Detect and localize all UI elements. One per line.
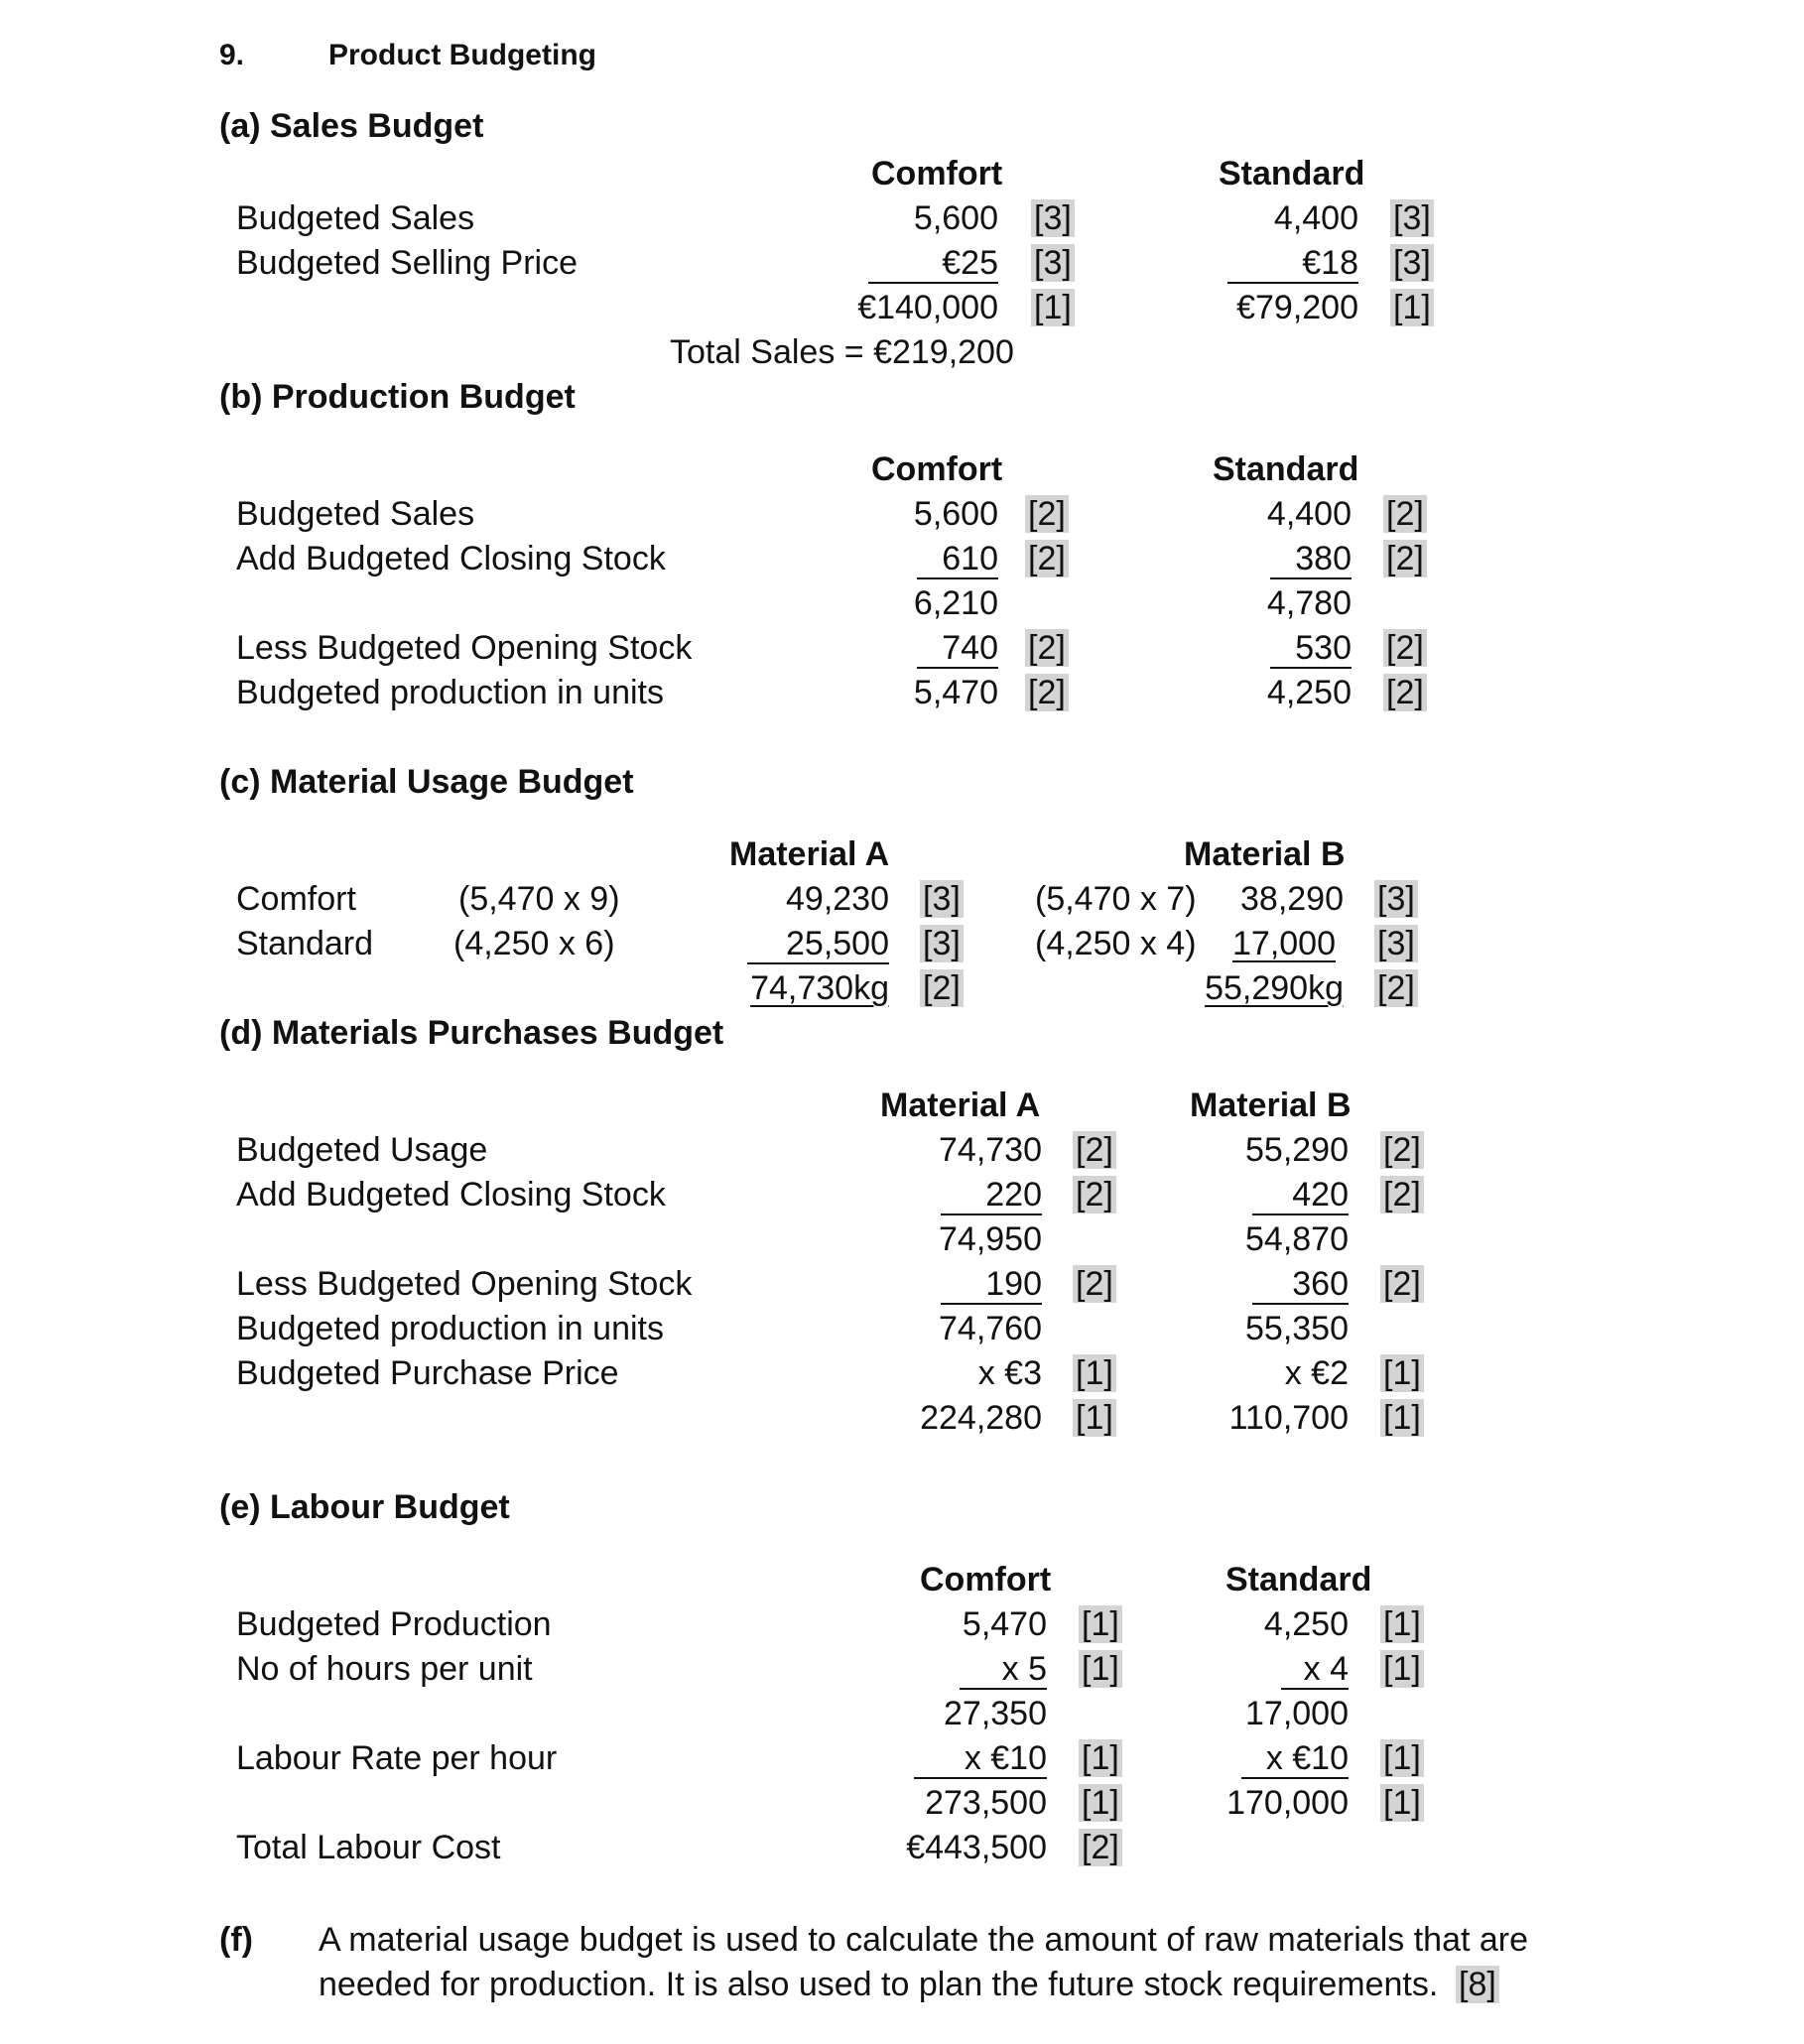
labour-value: 17,000 — [1245, 1695, 1349, 1732]
sales-value: 4,400 — [1273, 199, 1358, 237]
mark-badge: [3] — [1031, 199, 1075, 237]
total-sales: Total Sales = €219,200 — [670, 333, 1014, 371]
purchases-value: 220 — [985, 1176, 1042, 1214]
underline — [960, 1688, 1047, 1690]
labour-row-label: Labour Rate per hour — [236, 1739, 558, 1777]
labour-value: x €10 — [1265, 1739, 1349, 1777]
mark-badge: [2] — [1383, 495, 1427, 533]
mark-badge: [2] — [1025, 674, 1069, 711]
labour-row-label: Budgeted Production — [236, 1605, 552, 1643]
section-b-heading: (b) Production Budget — [219, 378, 576, 416]
mark-badge: [2] — [1383, 674, 1427, 711]
section-c-heading: (c) Material Usage Budget — [219, 763, 634, 801]
production-col-standard: Standard — [1213, 450, 1359, 488]
underline — [1241, 1777, 1349, 1779]
underline — [941, 1303, 1042, 1305]
mark-badge: [3] — [1031, 244, 1075, 282]
purchases-row-label: Budgeted production in units — [236, 1310, 664, 1347]
purchases-value: 224,280 — [920, 1399, 1042, 1437]
production-col-comfort: Comfort — [871, 450, 1003, 488]
usage-calc-a: (5,470 x 9) — [458, 880, 620, 918]
labour-value: 273,500 — [925, 1784, 1047, 1822]
mark-badge: [1] — [1380, 1605, 1424, 1643]
mark-badge: [2] — [1380, 1265, 1424, 1303]
purchases-row-label: Less Budgeted Opening Stock — [236, 1265, 693, 1303]
purchases-value: 110,700 — [1228, 1399, 1349, 1437]
labour-value: x 4 — [1303, 1650, 1349, 1688]
purchases-value: x €3 — [977, 1354, 1042, 1392]
purchases-value: 74,730 — [939, 1131, 1042, 1169]
section-d-heading: (d) Materials Purchases Budget — [219, 1014, 724, 1052]
mark-badge: [1] — [1079, 1650, 1122, 1688]
section-e-heading: (e) Labour Budget — [219, 1488, 510, 1526]
sales-value: €18 — [1302, 244, 1358, 282]
mark-badge: [2] — [1025, 629, 1069, 667]
production-value: 4,400 — [1266, 495, 1352, 533]
mark-badge: [1] — [1390, 289, 1434, 326]
question-title: Product Budgeting — [328, 39, 596, 71]
production-row-label: Less Budgeted Opening Stock — [236, 629, 693, 667]
production-value: 5,470 — [913, 674, 998, 711]
underline — [917, 667, 998, 669]
mark-badge: [1] — [1079, 1784, 1122, 1822]
mark-badge: [1] — [1380, 1739, 1424, 1777]
sales-value: €140,000 — [857, 289, 998, 326]
underline — [1270, 667, 1352, 669]
purchases-col-material-a: Material A — [880, 1086, 1041, 1124]
mark-badge: [2] — [1380, 1176, 1424, 1214]
underline — [1252, 1303, 1349, 1305]
mark-badge: [1] — [1079, 1605, 1122, 1643]
mark-badge: [2] — [1025, 540, 1069, 577]
usage-value: 25,500 — [786, 925, 889, 962]
usage-calc-b: (5,470 x 7) — [1035, 880, 1197, 918]
mark-badge: [1] — [1079, 1739, 1122, 1777]
production-value: 610 — [942, 540, 998, 577]
usage-total-b: 55,290kg — [1205, 969, 1344, 1007]
mark-badge: [2] — [920, 969, 964, 1007]
underline — [941, 1214, 1042, 1215]
mark-badge: [3] — [1374, 880, 1418, 918]
purchases-value: x €2 — [1284, 1354, 1349, 1392]
labour-value: x €10 — [964, 1739, 1047, 1777]
question-number: 9. — [219, 39, 245, 71]
mark-badge: [2] — [1079, 1829, 1122, 1866]
mark-badge: [1] — [1380, 1354, 1424, 1392]
mark-badge: [3] — [1374, 925, 1418, 962]
underline — [1252, 1214, 1349, 1215]
mark-badge: [2] — [1383, 540, 1427, 577]
labour-col-comfort: Comfort — [920, 1561, 1052, 1598]
section-a-heading: (a) Sales Budget — [219, 107, 484, 145]
mark-badge: [2] — [1073, 1176, 1116, 1214]
underline — [868, 282, 998, 284]
mark-badge: [2] — [1073, 1131, 1116, 1169]
underline — [917, 577, 998, 579]
mark-badge: [1] — [1380, 1784, 1424, 1822]
purchases-value: 55,290 — [1245, 1131, 1349, 1169]
sales-col-comfort: Comfort — [871, 155, 1003, 192]
labour-value: 170,000 — [1226, 1784, 1349, 1822]
production-row-label: Add Budgeted Closing Stock — [236, 540, 666, 577]
purchases-value: 74,950 — [939, 1220, 1042, 1258]
labour-row-label: No of hours per unit — [236, 1650, 533, 1688]
mark-badge: [2] — [1374, 969, 1418, 1007]
purchases-row-label: Add Budgeted Closing Stock — [236, 1176, 666, 1214]
production-row-label: Budgeted Sales — [236, 495, 475, 533]
mark-badge: [2] — [1025, 495, 1069, 533]
mark-badge: [1] — [1073, 1399, 1116, 1437]
mark-badge: [2] — [1073, 1265, 1116, 1303]
total-labour-cost: €443,500 — [906, 1829, 1047, 1866]
mark-badge: [1] — [1380, 1399, 1424, 1437]
purchases-col-material-b: Material B — [1190, 1086, 1352, 1124]
production-value: 740 — [942, 629, 998, 667]
purchases-row-label: Budgeted Purchase Price — [236, 1354, 619, 1392]
underline — [1270, 577, 1352, 579]
purchases-value: 54,870 — [1245, 1220, 1349, 1258]
labour-value: x 5 — [1001, 1650, 1047, 1688]
mark-badge: [2] — [1380, 1131, 1424, 1169]
mark-badge: [1] — [1031, 289, 1075, 326]
mark-badge: [1] — [1380, 1650, 1424, 1688]
purchases-value: 55,350 — [1245, 1310, 1349, 1347]
purchases-value: 420 — [1292, 1176, 1349, 1214]
production-value: 6,210 — [913, 584, 998, 622]
labour-value: 5,470 — [962, 1605, 1047, 1643]
sales-value: 5,600 — [913, 199, 998, 237]
mark-badge: [3] — [920, 880, 964, 918]
sales-value: €25 — [942, 244, 998, 282]
production-value: 4,250 — [1266, 674, 1352, 711]
usage-calc-a: (4,250 x 6) — [453, 925, 615, 962]
usage-row-label: Standard — [236, 925, 373, 962]
production-value: 5,600 — [913, 495, 998, 533]
sales-row-label: Budgeted Selling Price — [236, 244, 579, 282]
labour-value: 27,350 — [944, 1695, 1047, 1732]
section-f-line1: A material usage budget is used to calculate the amount of raw materials that are — [319, 1921, 1529, 1959]
sales-value: €79,200 — [1236, 289, 1358, 326]
usage-total-a: 74,730kg — [750, 969, 889, 1007]
usage-col-material-a: Material A — [729, 835, 890, 873]
labour-row-label: Total Labour Cost — [236, 1829, 501, 1866]
production-value: 4,780 — [1266, 584, 1352, 622]
underline — [1227, 282, 1358, 284]
mark-badge: [2] — [1383, 629, 1427, 667]
purchases-row-label: Budgeted Usage — [236, 1131, 488, 1169]
production-value: 380 — [1295, 540, 1352, 577]
underline — [914, 1777, 1047, 1779]
mark-badge: [3] — [920, 925, 964, 962]
mark-badge: [8] — [1456, 1966, 1499, 2003]
purchases-value: 190 — [985, 1265, 1042, 1303]
purchases-value: 360 — [1292, 1265, 1349, 1303]
labour-col-standard: Standard — [1225, 1561, 1372, 1598]
section-f-line2: needed for production. It is also used to plan the future stock requirements. — [319, 1966, 1439, 2003]
mark-badge: [3] — [1390, 244, 1434, 282]
usage-value: 38,290 — [1240, 880, 1344, 918]
usage-col-material-b: Material B — [1184, 835, 1346, 873]
labour-value: 4,250 — [1263, 1605, 1349, 1643]
section-f-label: (f) — [219, 1921, 253, 1959]
usage-row-label: Comfort — [236, 880, 356, 918]
usage-value: 17,000 — [1232, 925, 1336, 962]
production-row-label: Budgeted production in units — [236, 674, 664, 711]
usage-calc-b: (4,250 x 4) — [1035, 925, 1197, 962]
purchases-value: 74,760 — [939, 1310, 1042, 1347]
usage-value: 49,230 — [786, 880, 889, 918]
production-value: 530 — [1295, 629, 1352, 667]
underline — [1281, 1688, 1349, 1690]
sales-col-standard: Standard — [1219, 155, 1365, 192]
mark-badge: [3] — [1390, 199, 1434, 237]
sales-row-label: Budgeted Sales — [236, 199, 475, 237]
mark-badge: [1] — [1073, 1354, 1116, 1392]
underline — [747, 962, 889, 964]
